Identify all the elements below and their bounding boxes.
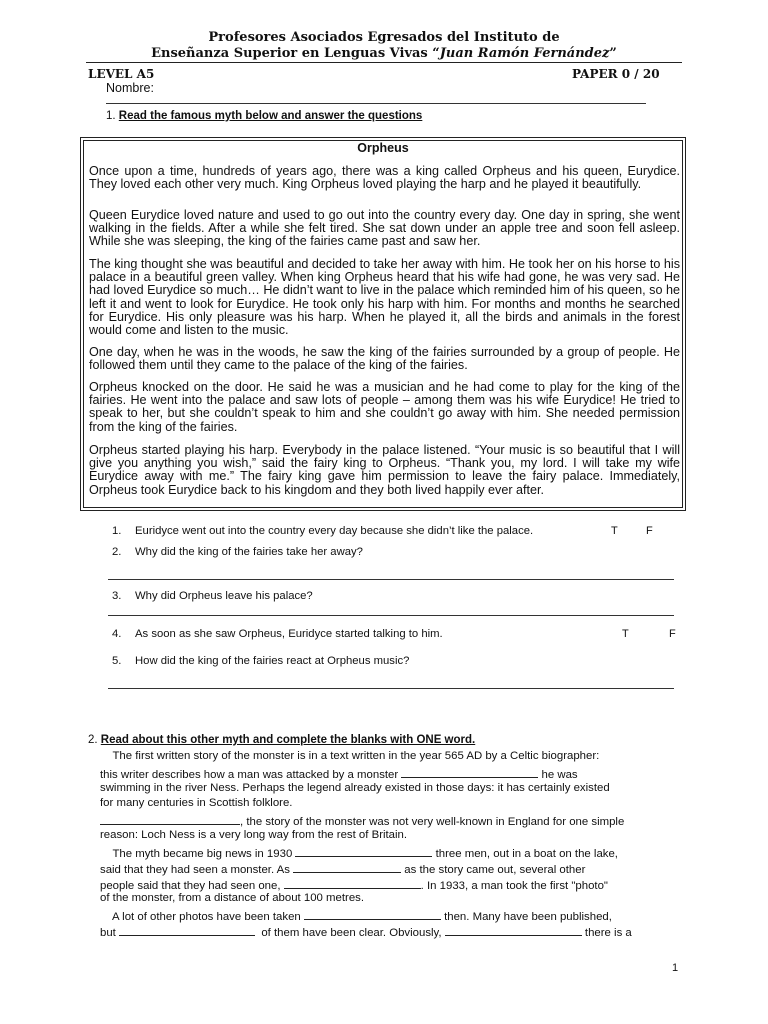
story-title: Orpheus [357,141,409,155]
passage-line: said that they had seen a monster. As as the story came out, several other [100,861,585,876]
page-number: 1 [672,962,679,974]
answer-line-q2[interactable] [108,579,674,580]
passage-line: of the monster, from a distance of about 100 metres. [100,892,365,904]
passage-line: , the story of the monster was not very well-known in England for one simple [100,813,624,828]
story-paragraph: The king thought she was beautiful and decided to take her away with him. He took her on his horse to his palace in a beautiful green valley. When king Orpheus heard that his wife had gone, he was very sad. He had loved Eurydice so much… He didn’t want to live in the palace which reminded him of his queen, so he left it and went to look for Eurydice. He took only his harp with him. For months and months he searched for Eurydice. His only pleasure was his harp. When he played it, all the birds and animals in the forest would come and listen to the music. [89,257,680,338]
fill-blank[interactable] [295,845,432,857]
question-4-number: 4. [112,628,122,640]
passage-line: people said that they had seen one, . In 1933, a man took the first "photo" [100,877,608,892]
name-answer-line[interactable] [106,103,646,104]
story-paragraph: One day, when he was in the woods, he saw the king of the fairies surrounded by a group of people. He followed them until they came to the palace of the king of the fairies. [89,345,680,373]
header-divider [86,62,682,63]
question-3-number: 3. [112,590,122,602]
passage-line: A lot of other photos have been taken then. Many have been published, [100,908,612,923]
fill-blank[interactable] [119,924,255,936]
fill-blank[interactable] [293,861,401,873]
passage-line: swimming in the river Ness. Perhaps the legend already existed in those days: it has certainly existed [100,782,610,794]
question-4-text: As soon as she saw Orpheus, Euridyce started talking to him. [135,628,443,640]
story-paragraph: Queen Eurydice loved nature and used to go out into the country every day. One day in spring, she went walking in the fields. After a while she felt tired. She sat down under an apple tree and soon fell asleep. While she was sleeping, the king of the fairies came past and saw her. [89,208,680,249]
name-label: Nombre: [106,81,154,95]
passage-line: The myth became big news in 1930 three men, out in a boat on the lake, [100,845,618,860]
answer-line-q3[interactable] [108,615,674,616]
institution-subtitle: Enseñanza Superior en Lenguas Vivas “Juan Ramón Fernández” [151,46,617,61]
question-1-number: 1. [112,525,122,537]
story-paragraph: Orpheus knocked on the door. He said he was a musician and he had come to play for the king of the fairies. He went into the palace and saw lots of people – among them was his wife Eurydice! He tried to speak to her, but she couldn’t speak to him and she couldn’t go away with him. She needed permission from the king of the fairies. [89,380,680,434]
passage-line: The first written story of the monster is in a text written in the year 565 AD by a Celtic biographer: [100,750,600,762]
question-1-text: Euridyce went out into the country every day because she didn’t like the palace. [135,525,534,537]
passage-line: but of them have been clear. Obviously, there is a [100,924,632,939]
passage-line: for many centuries in Scottish folklore. [100,797,293,809]
section2-instruction: 2. Read about this other myth and complete the blanks with ONE word. [88,734,476,746]
question-5-text: How did the king of the fairies react at Orpheus music? [135,655,410,667]
passage-line: this writer describes how a man was attacked by a monster he was [100,766,578,781]
institution-name: Profesores Asociados Egresados del Instituto de [208,30,560,45]
true-option-q1[interactable]: T [611,525,618,537]
paper-score: PAPER 0 / 20 [572,67,660,81]
question-2-number: 2. [112,546,122,558]
fill-blank[interactable] [100,813,240,825]
question-5-number: 5. [112,655,122,667]
false-option-q1[interactable]: F [646,525,653,537]
section1-instruction: 1. Read the famous myth below and answer the questions [106,110,423,122]
institution-honoree: Juan Ramón Fernández [439,46,610,61]
false-option-q4[interactable]: F [669,628,676,640]
passage-line: reason: Loch Ness is a very long way from the rest of Britain. [100,829,408,841]
fill-blank[interactable] [401,766,538,778]
fill-blank[interactable] [304,908,441,920]
story-paragraph: Once upon a time, hundreds of years ago, there was a king called Orpheus and his queen, Eurydice. They loved each other very much. King Orpheus loved playing the harp and he played it beautifully. [89,164,680,192]
fill-blank[interactable] [284,877,421,889]
story-paragraph: Orpheus started playing his harp. Everybody in the palace listened. “Your music is so beautiful that I will give you anything you wish,” said the fairy king to Orpheus. “Thank you, my lord. I will take my wife Eurydice away with me.” The fairy king gave him permission to leave the fairy palace. Immediately, Orpheus took Eurydice back to his kingdom and they both lived happily ever after. [89,443,680,497]
question-3-text: Why did Orpheus leave his palace? [135,590,313,602]
question-2-text: Why did the king of the fairies take her away? [135,546,363,558]
answer-line-q5[interactable] [108,688,674,689]
true-option-q4[interactable]: T [622,628,629,640]
level-label: LEVEL A5 [88,67,155,81]
fill-blank[interactable] [445,924,582,936]
